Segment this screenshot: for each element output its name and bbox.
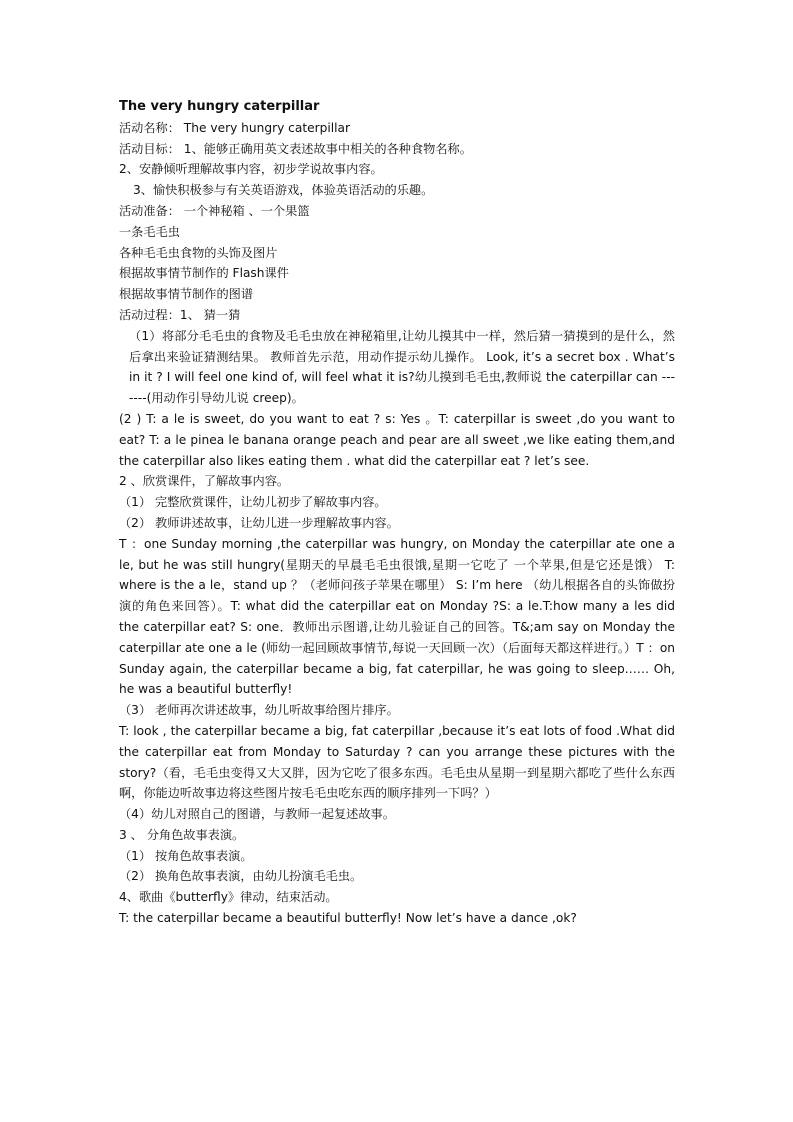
paragraph: T: look , the caterpillar became a big, fat caterpillar ,because it’s eat lots of food .What did the caterpillar eat from Monday to Saturday ? can you arrange these pictures with the story?（看，毛毛虫变得又大又胖，因为它吃了很多东西。毛毛虫从星期一到星期六都吃了些什么东西啊，你能边听故事边将这些图片按毛毛虫吃东西的顺序排列一下吗？） [119, 723, 675, 801]
section-heading: 3 、 分角色故事表演。 [119, 827, 245, 842]
prep-item-chart: 根据故事情节制作的图谱 [119, 287, 254, 302]
activity-prep: 活动准备： 一个神秘箱 、一个果篮 [119, 203, 310, 218]
paragraph: (2 ) T: a le is sweet, do you want to eat ? s: Yes 。T: caterpillar is sweet ,do you want to eat? T: a le pinea le banana orange peach and pear are all sweet ,we like eating them,and the caterpillar also likes eating them . what did the caterpillar eat ? let’s see. [119, 411, 675, 468]
activity-name: 活动名称： The very hungry caterpillar [119, 120, 350, 135]
activity-goal-3: 3、愉快积极参与有关英语游戏，体验英语活动的乐趣。 [133, 183, 434, 198]
list-item: （3） 老师再次讲述故事，幼儿听故事给图片排序。 [119, 703, 399, 718]
paragraph: （1）将部分毛毛虫的食物及毛毛虫放在神秘箱里,让幼儿摸其中一样，然后猜一猜摸到的是什么，然后拿出来验证猜测结果。 教师首先示范，用动作提示幼儿操作。 Look, it’s a secret box . What’s in it ? I will feel one kind of, will feel what it is?幼儿摸到毛毛虫,教师说 the caterpillar can -------(用动作引导幼儿说 creep)。 [129, 328, 675, 406]
list-item: （1） 完整欣赏课件，让幼儿初步了解故事内容。 [119, 495, 387, 510]
list-item: （4）幼儿对照自己的图谱，与教师一起复述故事。 [119, 807, 395, 822]
section-heading: 2 、欣赏课件，了解故事内容。 [119, 474, 290, 489]
document-title: The very hungry caterpillar [119, 99, 320, 114]
closing-line: T: the caterpillar became a beautiful butterfly! Now let’s have a dance ,ok? [119, 911, 577, 926]
activity-process: 活动过程：1、 猜一猜 [119, 307, 241, 322]
prep-item-headwear: 各种毛毛虫食物的头饰及图片 [119, 245, 278, 260]
activity-goal-1: 活动目标： 1、能够正确用英文表述故事中相关的各种食物名称。 [119, 141, 472, 156]
list-item: （1） 按角色故事表演。 [119, 848, 253, 863]
paragraph: T ：one Sunday morning ,the caterpillar was hungry, on Monday the caterpillar ate one a le, but he was still hungry(星期天的早晨毛毛虫很饿,星期一它吃了 一个苹果,但是它还是饿） T: where is the a le，stand up ？（老师问孩子苹果在哪里） S: I’m here （幼儿根据各自的头饰做扮演的角色来回答）。T: what did the caterpillar eat on Monday ?S: a le.T:how many a les did the caterpillar eat? S: one．教师出示图谱,让幼儿验证自己的回答。T&;am say on Monday the caterpillar ate one a le (师幼一起回顾故事情节,每说一天回顾一次）（后面每天都这样进行。）T ：on Sunday again, the caterpillar became a big, fat caterpillar, he was going to sleep…… Oh, he was a beautiful butterfly! [119, 536, 675, 697]
section-heading: 4、歌曲《butterfly》律动，结束活动。 [119, 890, 338, 905]
prep-item-caterpillar: 一条毛毛虫 [119, 224, 180, 239]
list-item: （2） 教师讲述故事，让幼儿进一步理解故事内容。 [119, 515, 399, 530]
list-item: （2） 换角色故事表演，由幼儿扮演毛毛虫。 [119, 869, 363, 884]
prep-item-flash: 根据故事情节制作的 Flash课件 [119, 266, 289, 281]
activity-goal-2: 2、安静倾听理解故事内容，初步学说故事内容。 [119, 162, 383, 177]
document-page [119, 97, 675, 929]
